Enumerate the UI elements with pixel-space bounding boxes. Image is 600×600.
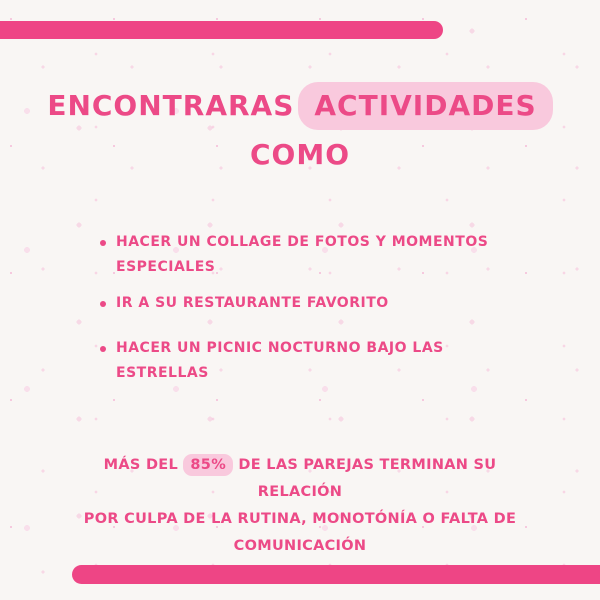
title-line-2: COMO [249,138,351,171]
top-decor-bar [0,21,443,39]
stat-line-2: POR CULPA DE LA RUTINA, MONOTÓNÍA O FALTA DE [83,511,517,527]
activities-list [100,230,520,386]
bottom-decor-bar [72,565,600,584]
title-word-encontraras: ENCONTRARAS [47,89,295,122]
bullet-dot-icon [100,240,106,246]
stat-highlight-85: 85% [183,454,233,476]
bullet-dot-icon [100,346,106,352]
stat-line-3: COMUNICACIÓN [233,538,367,554]
stat-line-1-before: MÁS DEL [103,457,179,473]
list-item [100,230,520,280]
title-line-1 [0,82,600,130]
list-item [100,291,520,316]
bullet-dot-icon [100,301,106,307]
title-highlight-actividades: ACTIVIDADES [298,82,552,130]
stat-line-1 [70,452,530,506]
stat-line-1-after: DE LAS PAREJAS TERMINAN SU RELACIÓN [238,457,497,500]
stat-paragraph [70,452,530,560]
list-item-label: HACER UN PICNIC NOCTURNO BAJO LAS ESTRELLAS [116,340,444,381]
list-item [100,336,520,386]
list-item-label: IR A SU RESTAURANTE FAVORITO [116,295,389,311]
page-title [0,82,600,169]
list-item-label: HACER UN COLLAGE DE FOTOS Y MOMENTOS ESPECIALES [116,234,489,275]
